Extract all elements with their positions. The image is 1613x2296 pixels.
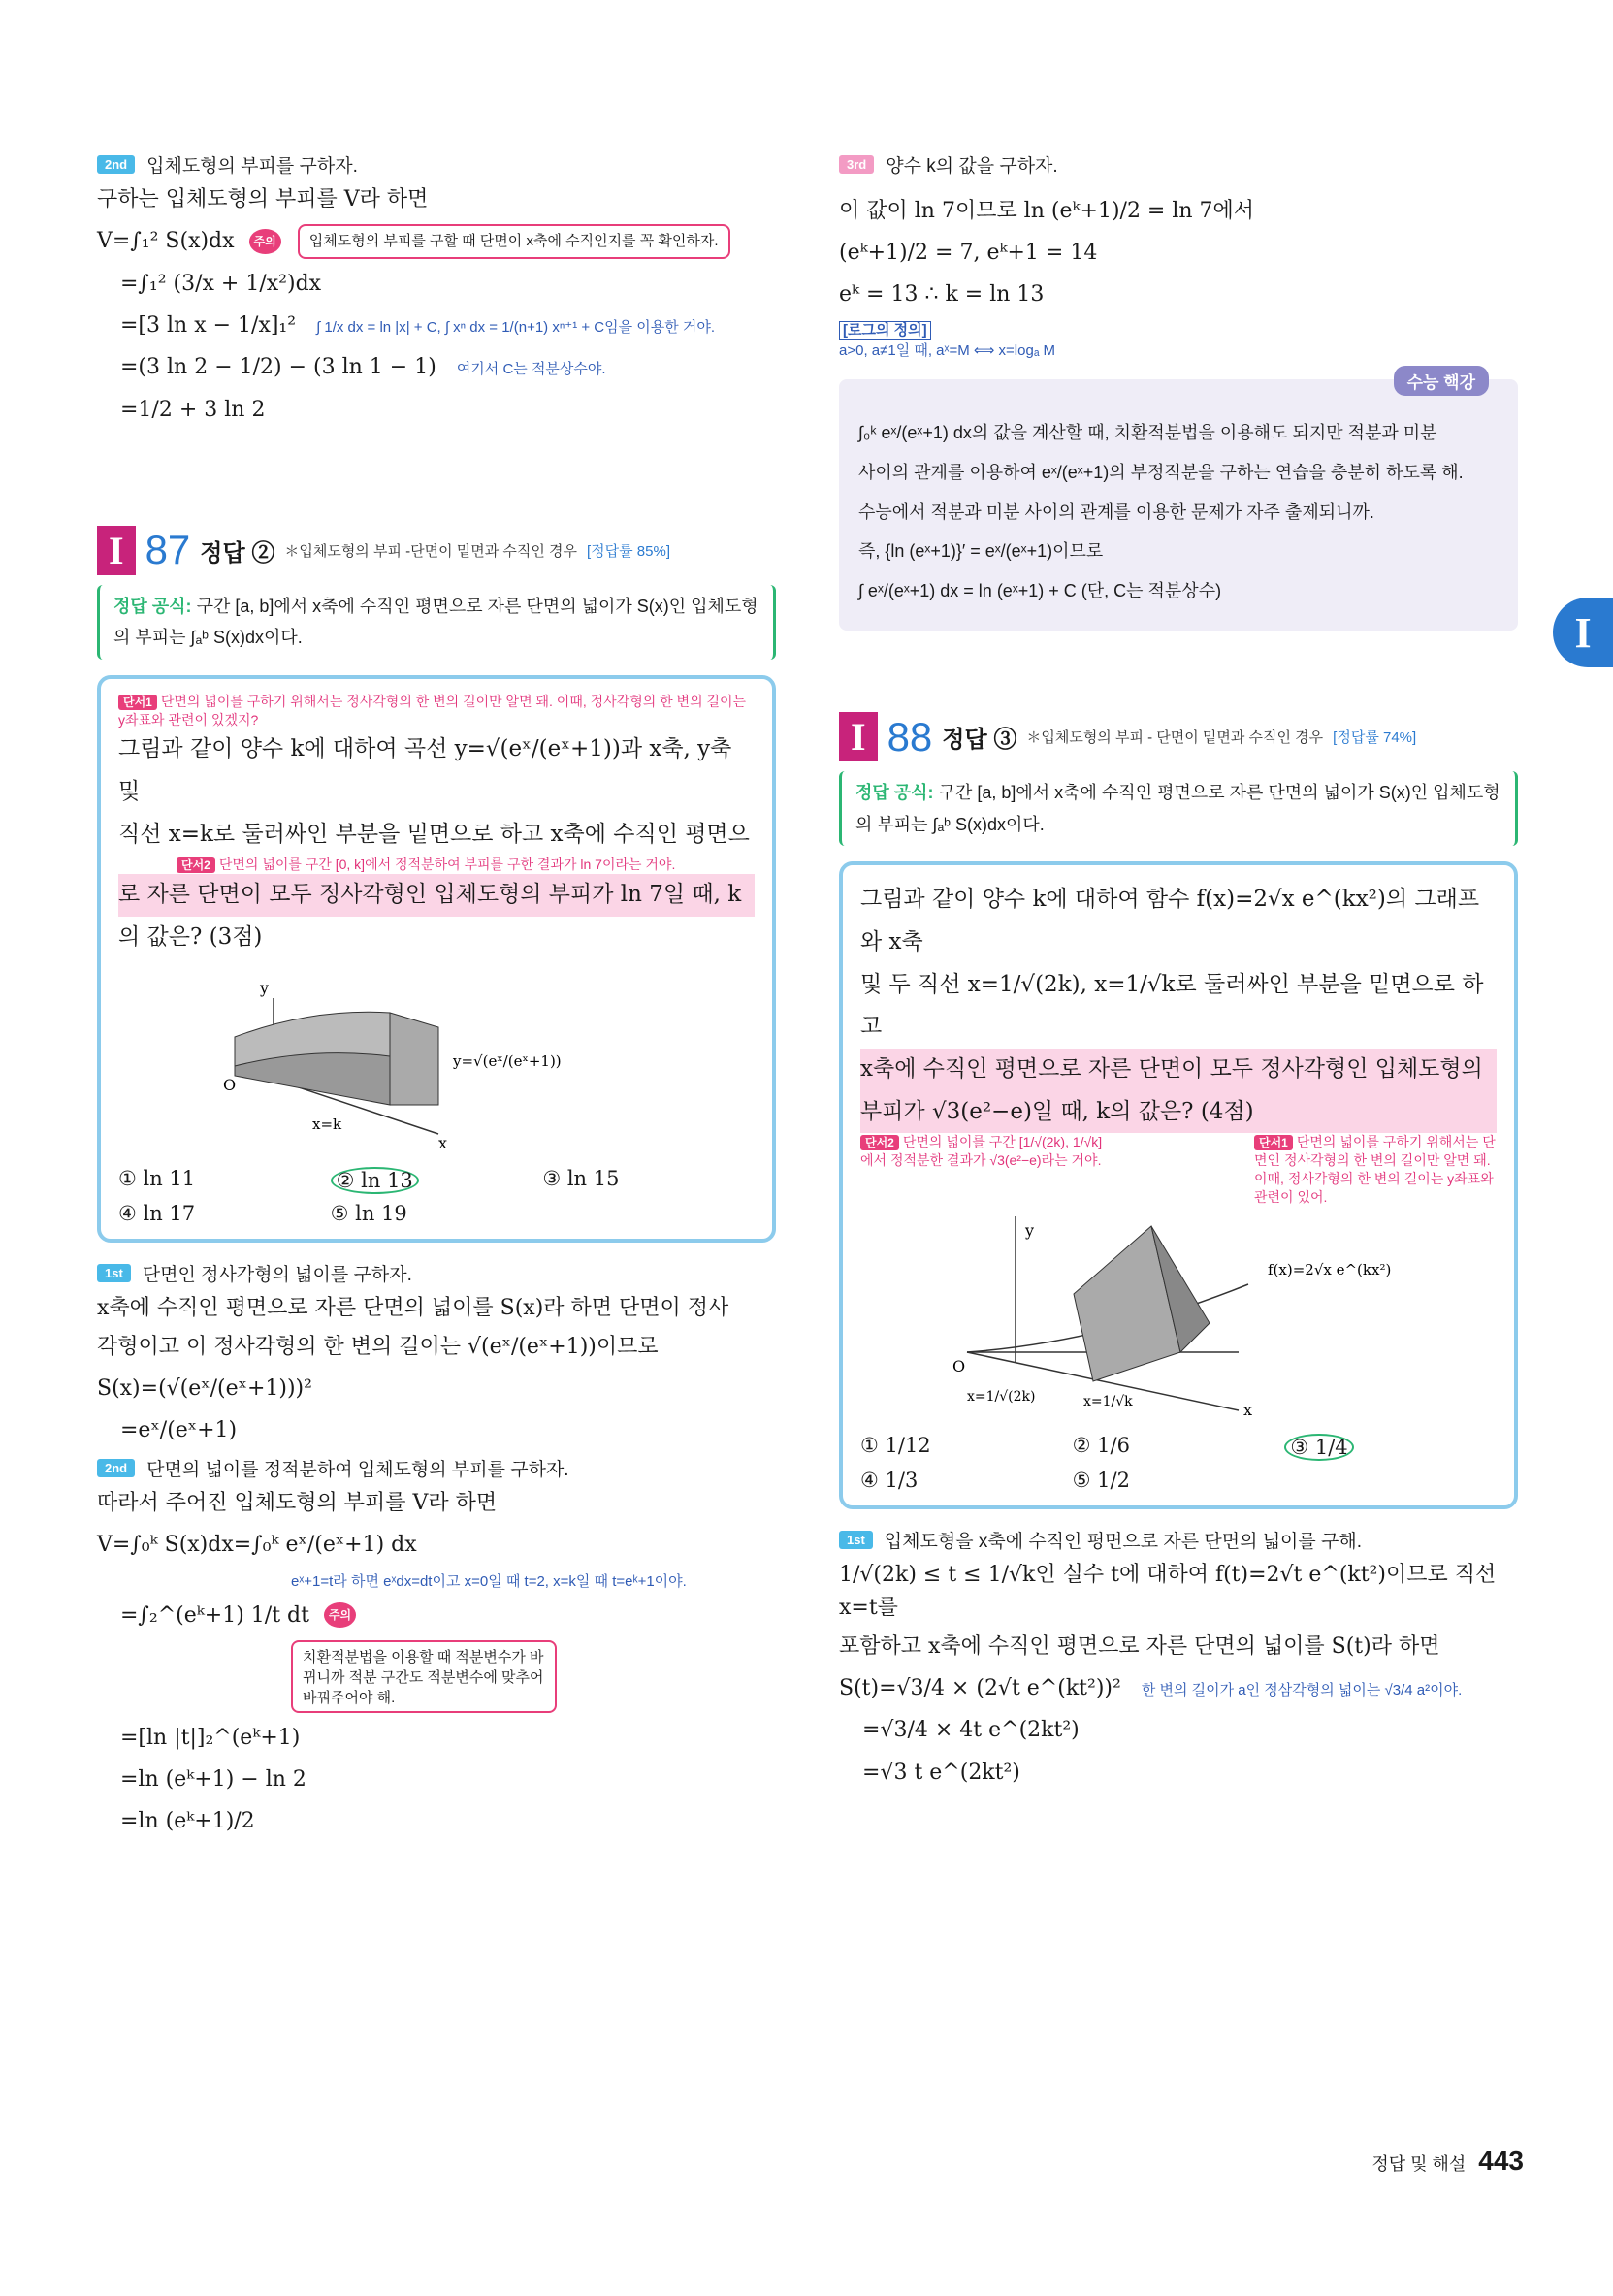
problem-87-box	[97, 675, 776, 1243]
choice-5[interactable]: ⑤ 1/2	[1072, 1468, 1130, 1492]
math-line: eᵏ = 13 ∴ k = ln 13	[839, 282, 1045, 307]
right-column	[839, 146, 1518, 1797]
math-line: =∫₂^(eᵏ+1) 1/t dt 주의	[97, 1599, 776, 1633]
text-line: 각형이고 이 정사각형의 한 변의 길이는 √(eˣ/(eˣ+1))이므로	[97, 1334, 659, 1359]
tip-line: 즉, {ln (eˣ+1)}′ = eˣ/(eˣ+1)이므로	[858, 541, 1104, 562]
math-line: =ln (eᵏ+1) − ln 2	[120, 1766, 306, 1792]
answer-formula: 정답 공식: 구간 [a, b]에서 x축에 수직인 평면으로 자른 단면의 넓이가 S(x)인 입체도형의 부피는 ∫ₐᵇ S(x)dx이다.	[839, 771, 1518, 846]
choices-87	[118, 1167, 755, 1225]
hint-2: 단서2 단면의 넓이를 구간 [0, k]에서 정적분하여 부피를 구한 결과가 ln 7이라는 거야.	[118, 856, 755, 874]
problem-number: 88	[887, 713, 933, 760]
fig-x-label: x	[1243, 1400, 1253, 1419]
math-line: V=∫₁² S(x)dx 주의 입체도형의 부피를 구할 때 단면이 x축에 수직인지를 꼭 확인하자.	[97, 224, 776, 259]
step-2nd-header: 2nd 단면의 넓이를 정적분하여 입체도형의 부피를 구하자.	[97, 1455, 776, 1481]
math-line: V=∫₀ᵏ S(x)dx=∫₀ᵏ eˣ/(eˣ+1) dx	[97, 1533, 417, 1558]
math-line: (eᵏ+1)/2 = 7, eᵏ+1 = 14	[839, 241, 1098, 266]
choice-3[interactable]: ③ ln 15	[542, 1166, 620, 1190]
choice-4[interactable]: ④ 1/3	[860, 1468, 919, 1492]
caution-badge: 주의	[249, 229, 281, 254]
text-line: 포함하고 x축에 수직인 평면으로 자른 단면의 넓이를 S(t)라 하면	[839, 1634, 1440, 1660]
unit-badge: I	[839, 712, 878, 761]
fig-x-label: x	[438, 1133, 448, 1152]
choice-2-correct[interactable]: ② ln 13	[331, 1167, 419, 1194]
text-line: 따라서 주어진 입체도형의 부피를 V라 하면	[97, 1491, 498, 1516]
choices-88	[860, 1434, 1497, 1492]
choice-2[interactable]: ② 1/6	[1072, 1433, 1130, 1457]
topic-tag: ＊입체도형의 부피 - 단면이 밑면과 수직인 경우	[1026, 729, 1324, 747]
side-note: 한 변의 길이가 a인 정삼각형의 넓이는 √3/4 a²이야.	[1141, 1682, 1463, 1699]
step-1st-header: 1st 입체도형을 x축에 수직인 평면으로 자른 단면의 넓이를 구해.	[839, 1527, 1518, 1553]
fig-xk-label: x=k	[312, 1115, 342, 1133]
problem-text: 부피가 √3(e²−e)일 때, k의 값은? (4점)	[860, 1091, 1497, 1134]
page-number: 443	[1478, 2146, 1524, 2176]
log-definition: [로그의 정의] a>0, a≠1일 때, aˣ=M ⟺ x=logₐ M	[839, 322, 1056, 360]
problem-text: 직선 x=k로 둘러싸인 부분을 밑면으로 하고 x축에 수직인 평면으	[118, 821, 750, 847]
text-line: 이 값이 ln 7이므로 ln (eᵏ+1)/2 = ln 7에서	[839, 199, 1255, 223]
choice-1[interactable]: ① 1/12	[860, 1433, 931, 1457]
problem-text: 그림과 같이 양수 k에 대하여 함수 f(x)=2√x e^(kx²)의 그래프와 x축	[860, 887, 1480, 954]
caution-badge: 주의	[324, 1602, 356, 1628]
side-note: ∫ 1/x dx = ln |x| + C, ∫ xⁿ dx = 1/(n+1) xⁿ⁺¹ + C임을 이용한 거야.	[316, 319, 716, 337]
math-line: =√3/4 × 4t e^(2kt²)	[862, 1718, 1080, 1743]
unit-badge: I	[97, 526, 136, 575]
solid-figure-88	[860, 1207, 1500, 1420]
fig-x1-label: x=1/√(2k)	[967, 1388, 1036, 1405]
math-line: =ln (eᵏ+1)/2	[120, 1809, 255, 1834]
problem-text: 의 값은? (3점)	[118, 924, 263, 951]
math-line: =[ln |t|]₂^(eᵏ+1)	[120, 1725, 301, 1750]
math-line: S(x)=(√(eˣ/(eˣ+1)))²	[97, 1375, 312, 1401]
left-column	[97, 146, 776, 1846]
fig-origin: O	[952, 1356, 966, 1375]
choice-1[interactable]: ① ln 11	[118, 1166, 196, 1190]
answer-label: 정답 ③	[942, 727, 1017, 754]
fig-y-label: y	[1025, 1220, 1035, 1240]
step-3rd-header: 3rd 양수 k의 값을 구하자.	[839, 151, 1518, 178]
tip-line: 사이의 관계를 이용하여 eˣ/(eˣ+1)의 부정적분을 구하는 연습을 충분히 하도록 해.	[858, 463, 1464, 483]
text-line: x축에 수직인 평면으로 자른 단면의 넓이를 S(x)라 하면 단면이 정사	[97, 1295, 729, 1320]
suneung-badge: 수능 핵강	[1394, 366, 1489, 396]
solid-figure-87	[118, 959, 758, 1153]
problem-text: 로 자른 단면이 모두 정사각형인 입체도형의 부피가 ln 7일 때, k	[118, 874, 755, 917]
chapter-side-tab: I	[1553, 598, 1613, 667]
problem-88-header	[839, 712, 1518, 761]
suneung-tip-box	[839, 373, 1518, 631]
choice-5[interactable]: ⑤ ln 19	[330, 1201, 407, 1225]
choice-4[interactable]: ④ ln 17	[118, 1201, 196, 1225]
math-line: =(3 ln 2 − 1/2) − (3 ln 1 − 1) 여기서 C는 적분상수야.	[120, 355, 606, 380]
topic-tag: ＊입체도형의 부피 -단면이 밑면과 수직인 경우	[284, 542, 577, 560]
fig-y-label: y	[260, 978, 270, 997]
math-line: =√3 t e^(2kt²)	[862, 1760, 1020, 1785]
problem-text: 그림과 같이 양수 k에 대하여 곡선 y=√(eˣ/(eˣ+1))과 x축, y축 및	[118, 736, 732, 805]
math-line: =eˣ/(eˣ+1)	[120, 1418, 238, 1443]
caution-callout: 치환적분법을 이용할 때 적분변수가 바뀌니까 적분 구간도 적분변수에 맞추어 바꿔주어야 해.	[291, 1640, 557, 1713]
hint-1: 단서1 단면의 넓이를 구하기 위해서는 단면인 정사각형의 한 변의 길이만 알면 돼. 이때, 정사각형의 한 변의 길이는 y좌표와 관련이 있어.	[1254, 1134, 1496, 1206]
answer-formula: 정답 공식: 구간 [a, b]에서 x축에 수직인 평면으로 자른 단면의 넓이가 S(x)인 입체도형의 부피는 ∫ₐᵇ S(x)dx이다.	[97, 585, 776, 660]
step-2nd-header	[97, 151, 776, 178]
math-line: =1/2 + 3 ln 2	[120, 397, 266, 422]
problem-text: 및 두 직선 x=1/√(2k), x=1/√k로 둘러싸인 부분을 밑면으로 하고	[860, 971, 1484, 1040]
choice-3-correct[interactable]: ③ 1/4	[1284, 1434, 1353, 1461]
hint-1: 단서1 단면의 넓이를 구하기 위해서는 정사각형의 한 변의 길이만 알면 돼. 이때, 정사각형의 한 변의 길이는 y좌표와 관련이 있겠지?	[118, 693, 747, 728]
math-line: =[3 ln x − 1/x]₁² ∫ 1/x dx = ln |x| + C, ∫ xⁿ dx = 1/(n+1) xⁿ⁺¹ + C임을 이용한 거야.	[120, 313, 716, 339]
side-note: 여기서 C는 적분상수야.	[456, 361, 606, 378]
math-line: =∫₁² (3/x + 1/x²)dx	[120, 272, 322, 297]
answer-label: 정답 ②	[200, 539, 275, 566]
text-line: 1/√(2k) ≤ t ≤ 1/√k인 실수 t에 대하여 f(t)=2√t e^(kt²)이므로 직선 x=t를	[839, 1562, 1497, 1620]
hint-2: 단서2 단면의 넓이를 구간 [1/√(2k), 1/√k]에서 정적분한 결과가 √3(e²−e)라는 거야.	[860, 1134, 1103, 1169]
step-1st-header: 1st 단면인 정사각형의 넓이를 구하자.	[97, 1260, 776, 1286]
step-badge: 2nd	[97, 155, 135, 174]
text-line: 구하는 입체도형의 부피를 V라 하면	[97, 187, 429, 211]
problem-number: 87	[145, 527, 191, 573]
tip-line: ∫₀ᵏ eˣ/(eˣ+1) dx의 값을 계산할 때, 치환적분법을 이용해도 되지만 적분과 미분	[858, 423, 1437, 443]
caution-callout: 입체도형의 부피를 구할 때 단면이 x축에 수직인지를 꼭 확인하자.	[298, 224, 730, 259]
correct-rate: [정답률 74%]	[1333, 729, 1417, 747]
tip-line: 수능에서 적분과 미분 사이의 관계를 이용한 문제가 자주 출제되니까.	[858, 501, 1374, 522]
math-line: S(t)=√3/4 × (2√t e^(kt²))² 한 변의 길이가 a인 정삼각형의 넓이는 √3/4 a²이야.	[839, 1676, 1463, 1701]
fig-origin: O	[223, 1075, 237, 1094]
fig-curve-label: y=√(eˣ/(eˣ+1))	[453, 1051, 562, 1070]
fig-curve-label: f(x)=2√x e^(kx²)	[1268, 1260, 1392, 1278]
problem-87-header	[97, 526, 776, 575]
fig-x2-label: x=1/√k	[1083, 1393, 1133, 1409]
problem-text: x축에 수직인 평면으로 자른 단면이 모두 정사각형인 입체도형의	[860, 1049, 1497, 1091]
correct-rate: [정답률 85%]	[587, 542, 670, 560]
step-title: 입체도형의 부피를 구하자.	[146, 156, 358, 177]
problem-88-box	[839, 861, 1518, 1509]
tip-line: ∫ eˣ/(eˣ+1) dx = ln (eˣ+1) + C (단, C는 적분상수)	[858, 580, 1222, 600]
page-footer	[1371, 2146, 1524, 2177]
footer-label: 정답 및 해설	[1371, 2154, 1467, 2174]
substitution-note: eˣ+1=t라 하면 eˣdx=dt이고 x=0일 때 t=2, x=k일 때 t=eᵏ+1이야.	[291, 1572, 687, 1590]
